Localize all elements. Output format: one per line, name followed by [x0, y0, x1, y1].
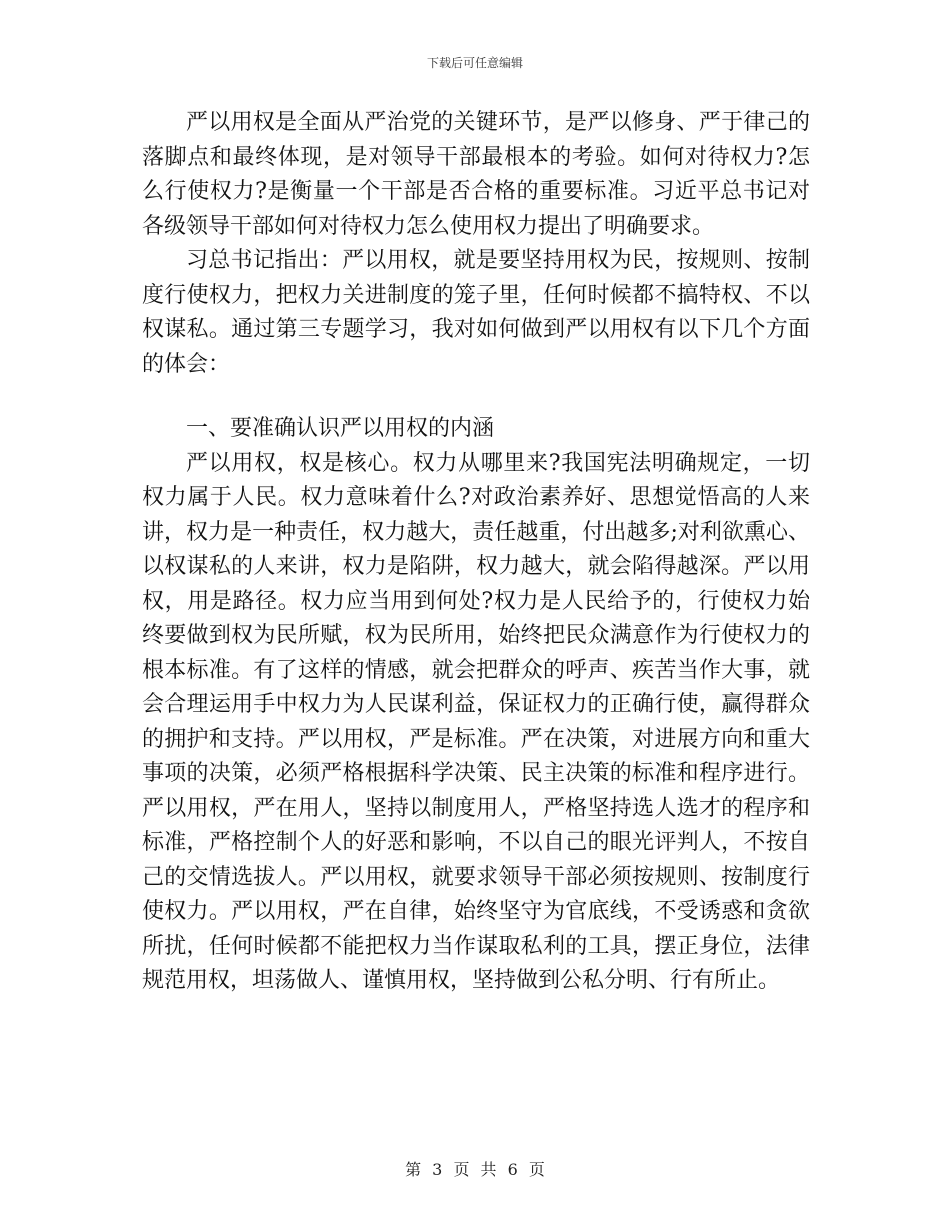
document-body [142, 106, 810, 999]
page-number-footer: 第 3 页 共 6 页 [405, 1160, 545, 1179]
paragraph-instruction: 习总书记指出：严以用权，就是要坚持用权为民，按规则、按制度行使权力，把权力关进制度的笼子里，任何时候都不搞特权、不以权谋私。通过第三专题学习，我对如何做到严以用权有以下几个方面的体会： [142, 248, 810, 377]
paragraph-section-body: 严以用权，权是核心。权力从哪里来?我国宪法明确规定，一切权力属于人民。权力意味着什么?对政治素养好、思想觉悟高的人来讲，权力是一种责任，权力越大，责任越重，付出越多;对利欲熏心、以权谋私的人来讲，权力是陷阱，权力越大，就会陷得越深。严以用权，用是路径。权力应当用到何处?权力是人民给予的，行使权力始终要做到权为民所赋，权为民所用，始终把民众满意作为行使权力的根本标准。有了这样的情感，就会把群众的呼声、疾苦当作大事，就会合理运用手中权力为人民谋利益，保证权力的正确行使，赢得群众的拥护和支持。严以用权，严是标准。严在决策，对进展方向和重大事项的决策，必须严格根据科学决策、民主决策的标准和程序进行。严以用权，严在用人，坚持以制度用人，严格坚持选人选才的程序和标准，严格控制个人的好恶和影响，不以自己的眼光评判人，不按自己的交情选拔人。严以用权，就要求领导干部必须按规则、按制度行使权力。严以用权，严在自律，始终坚守为官底线，不受诱惑和贪欲所扰，任何时候都不能把权力当作谋取私利的工具，摆正身位，法律规范用权，坦荡做人、谨慎用权，坚持做到公私分明、行有所止。 [142, 450, 810, 993]
paragraph-intro: 严以用权是全面从严治党的关键环节，是严以修身、严于律己的落脚点和最终体现，是对领导干部最根本的考验。如何对待权力?怎么行使权力?是衡量一个干部是否合格的重要标准。习近平总书记对各级领导干部如何对待权力怎么使用权力提出了明确要求。 [142, 110, 810, 239]
paragraph-gap [142, 382, 810, 412]
header-note: 下载后可任意编辑 [426, 56, 523, 70]
section-heading: 一、要准确认识严以用权的内涵 [186, 416, 495, 441]
